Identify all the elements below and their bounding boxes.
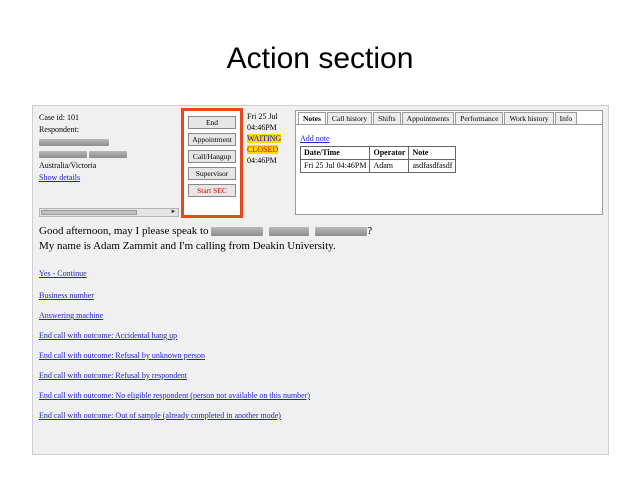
tab-call-history[interactable]: Call history	[327, 112, 372, 124]
page-title: Action section	[226, 42, 414, 75]
table-header-row	[301, 147, 456, 160]
redaction-bar	[211, 227, 263, 236]
respondent-label: Respondent:	[39, 125, 79, 134]
redaction-bar	[39, 139, 109, 146]
tab-appointments[interactable]: Appointments	[402, 112, 455, 124]
tab-info[interactable]: Info	[555, 112, 578, 124]
status-timestamp-column	[247, 111, 293, 166]
outcome-yes-continue[interactable]: Yes - Continue	[39, 269, 87, 278]
scrollbar-thumb[interactable]	[41, 210, 137, 215]
respondent-phone-redacted	[39, 148, 179, 160]
outcome-out-of-sample[interactable]: End call with outcome: Out of sample (already completed in another mode)	[39, 411, 281, 420]
appointment-button[interactable]: Appointment	[188, 133, 236, 146]
tab-notes[interactable]: Notes	[298, 112, 326, 124]
outcome-answering-machine[interactable]: Answering machine	[39, 311, 104, 320]
redaction-bar	[89, 151, 127, 158]
start-sec-button[interactable]: Start SEC	[188, 184, 236, 197]
horizontal-scrollbar[interactable]	[39, 208, 179, 217]
redaction-bar	[269, 227, 309, 236]
status-badge-closed: CLOSED	[247, 145, 279, 154]
script-line-2: My name is Adam Zammit and I'm calling from Deakin University.	[39, 240, 336, 252]
scroll-right-arrow-icon[interactable]: ►	[170, 209, 177, 215]
column-header-note: Note	[409, 147, 456, 160]
respondent-name-redacted	[39, 136, 179, 148]
outcome-refusal-unknown-person[interactable]: End call with outcome: Refusal by unknown person	[39, 351, 205, 360]
script-line-1-suffix: ?	[367, 225, 373, 237]
case-info-panel	[39, 112, 179, 184]
outcome-links-list	[39, 264, 602, 426]
notes-table	[300, 146, 456, 173]
action-section-box	[181, 108, 243, 218]
supervisor-button[interactable]: Supervisor	[188, 167, 236, 180]
redaction-bar	[39, 151, 87, 158]
tab-shifts[interactable]: Shifts	[373, 112, 401, 124]
outcome-refusal-respondent[interactable]: End call with outcome: Refusal by respondent	[39, 371, 187, 380]
cell-datetime: Fri 25 Jul 04:46PM	[301, 160, 370, 173]
status-badge-waiting: WAITING	[247, 134, 282, 143]
cell-note: asdfasdfasdf	[409, 160, 456, 173]
script-line-1-prefix: Good afternoon, may I please speak to	[39, 225, 212, 237]
redaction-bar	[315, 227, 367, 236]
outcome-business-number[interactable]: Business number	[39, 291, 94, 300]
column-header-operator: Operator	[370, 147, 409, 160]
call-hangup-button[interactable]: Call/Hangup	[188, 150, 236, 163]
cell-operator: Adam	[370, 160, 409, 173]
application-screenshot	[32, 105, 609, 455]
outcome-accidental-hangup[interactable]: End call with outcome: Accidental hang up	[39, 331, 178, 340]
notes-panel	[295, 110, 603, 215]
outcome-no-eligible-respondent[interactable]: End call with outcome: No eligible respondent (person not available on this number)	[39, 391, 311, 400]
column-header-datetime: Date/Time	[301, 147, 370, 160]
table-row	[301, 160, 456, 173]
tab-performance[interactable]: Performance	[455, 112, 503, 124]
end-button[interactable]: End	[188, 116, 236, 129]
status-time: 04:46PM	[247, 123, 277, 132]
status-date: Fri 25 Jul	[247, 112, 278, 121]
tab-work-history[interactable]: Work history	[504, 112, 553, 124]
notes-tabstrip	[296, 111, 602, 125]
case-id: Case id: 101	[39, 113, 79, 122]
show-details-link[interactable]: Show details	[39, 173, 81, 182]
add-note-link[interactable]: Add note	[300, 134, 330, 143]
case-location: Australia/Victoria	[39, 161, 97, 170]
status-time-secondary: 04:46PM	[247, 156, 277, 165]
script-area	[39, 224, 602, 426]
notes-body	[296, 125, 602, 176]
script-line-1	[39, 224, 602, 239]
